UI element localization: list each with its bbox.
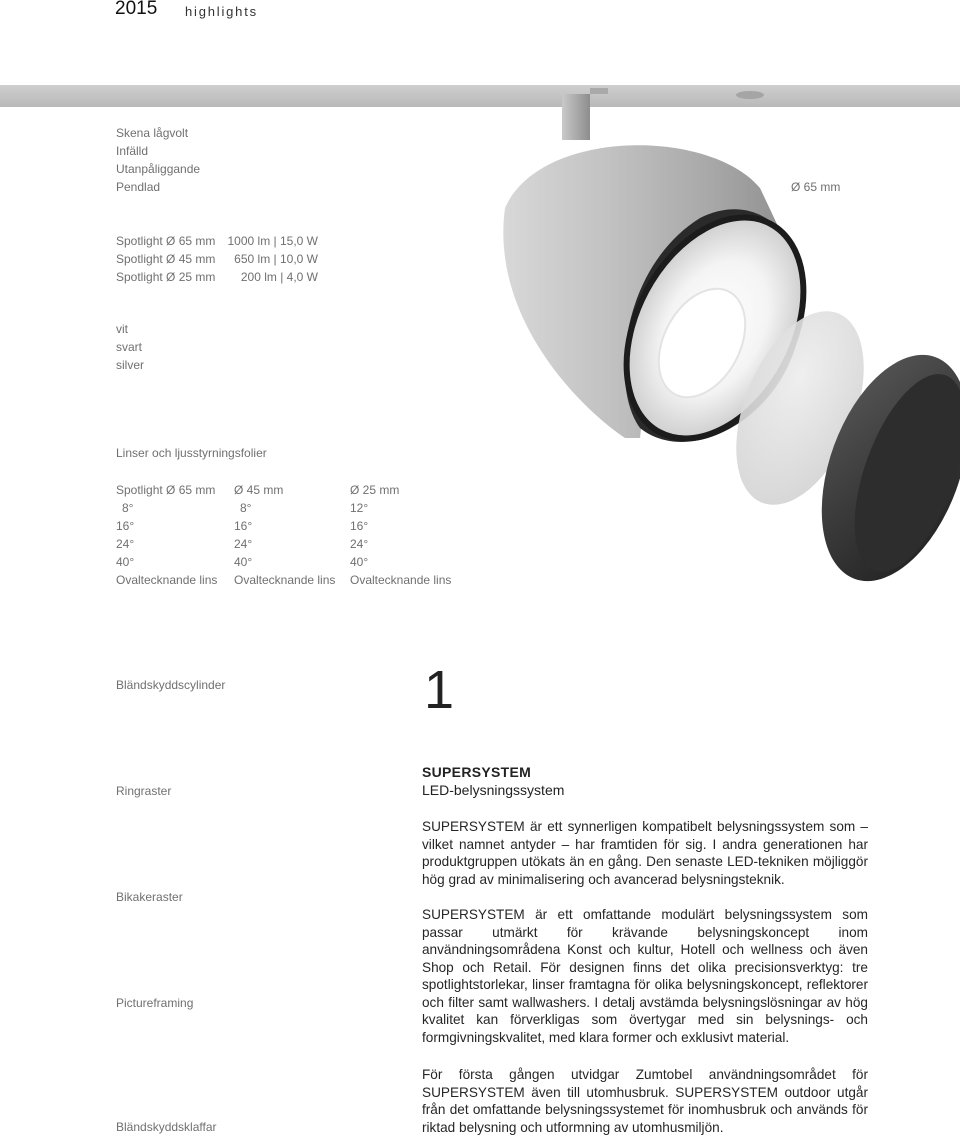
accessory-glare-cylinder: Bländskyddscylinder — [116, 678, 226, 692]
spotlight-names — [116, 232, 215, 286]
article-paragraph-2: SUPERSYSTEM är ett omfattande modulärt belysningssystem som passar utmärkt för krävande belysningskoncept inom användningsområdena Konst och kultur, Hotell och wellness och även Shop och Retail. För designen finns det olika precisionsverktyg: tre spotlightstorlekar, linser framtagna för olika belysningskoncept, reflektorer och filter samt wallwashers. I detalj avstämda belysningslösningar av hög kvalitet kan förverkligas som övertygar med sin belysnings- och formgivningskvalitet, med klara former och exklusivt material. — [422, 907, 868, 1045]
color-item: svart — [116, 340, 143, 354]
article-paragraph-3: För första gången utvidgar Zumtobel användningsområdet för SUPERSYSTEM även till utomhusbruk. SUPERSYSTEM outdoor utgår från det omfattande belysningssystemet för inomhusbruk och används för riktad belysning och utformning av utomhusmiljön. — [422, 1067, 868, 1135]
lenses-heading: Linser och ljusstyrningsfolier — [116, 446, 267, 460]
color-list — [116, 320, 144, 374]
mounting-item: Utanpåliggande — [116, 162, 201, 176]
lens-type: Ovaltecknande lins — [350, 573, 452, 587]
lens-angle: 12° — [350, 501, 369, 515]
lens-angle: 24° — [234, 537, 253, 551]
spotlight-specs — [220, 232, 318, 286]
article-subtitle: LED-belysningssystem — [422, 782, 565, 798]
lens-type: Ovaltecknande lins — [234, 573, 336, 587]
page-year: 2015 — [115, 0, 158, 19]
mounting-list — [116, 124, 200, 196]
lens-column-45 — [234, 481, 335, 589]
section-title: highlights — [185, 4, 258, 19]
spotlight-name: Spotlight Ø 65 mm — [116, 234, 216, 248]
accessory-honeycomb: Bikakeraster — [116, 890, 183, 904]
lens-column-header: Ø 45 mm — [234, 483, 284, 497]
mounting-item: Pendlad — [116, 180, 161, 194]
lens-column-header: Spotlight Ø 65 mm — [116, 483, 216, 497]
lens-angle: 8° — [122, 501, 134, 515]
color-item: vit — [116, 322, 128, 336]
mounting-item: Skena lågvolt — [116, 126, 189, 140]
mounting-item: Infälld — [116, 144, 149, 158]
lens-angle: 16° — [350, 519, 369, 533]
lens-angle: 16° — [116, 519, 135, 533]
lens-column-header: Ø 25 mm — [350, 483, 400, 497]
accessory-barn-doors: Bländskyddsklaffar — [116, 1120, 217, 1134]
lens-angle: 40° — [234, 555, 253, 569]
lens-column-65 — [116, 481, 217, 589]
spotlight-name: Spotlight Ø 45 mm — [116, 252, 216, 266]
article-brand: SUPERSYSTEM — [422, 764, 532, 780]
lens-angle: 16° — [234, 519, 253, 533]
spotlight-spec: 650 lm | 10,0 W — [234, 252, 318, 266]
lens-angle: 40° — [116, 555, 135, 569]
spotlight-name: Spotlight Ø 25 mm — [116, 270, 216, 284]
lens-angle: 40° — [350, 555, 369, 569]
lens-angle: 8° — [240, 501, 252, 515]
diameter-note: Ø 65 mm — [791, 180, 841, 194]
color-item: silver — [116, 358, 145, 372]
article-paragraph-1: SUPERSYSTEM är ett synnerligen kompatibelt belysningssystem som – vilket namnet antyder – har framtiden för sig. I andra generationen har produktgruppen utökats än en gång. Den senaste LED-tekniken möjliggör hög grad av minimalisering och avancerad belysningsteknik. — [422, 819, 868, 887]
lens-column-25 — [350, 481, 451, 589]
accessory-pictureframing: Pictureframing — [116, 996, 194, 1010]
lens-type: Ovaltecknande lins — [116, 573, 218, 587]
lens-angle: 24° — [350, 537, 369, 551]
figure-number: 1 — [424, 660, 455, 720]
lens-angle: 24° — [116, 537, 135, 551]
spotlight-illustration — [430, 88, 960, 688]
accessory-ring-raster: Ringraster — [116, 784, 172, 798]
spotlight-spec: 1000 lm | 15,0 W — [227, 234, 318, 248]
spotlight-spec: 200 lm | 4,0 W — [240, 270, 318, 284]
